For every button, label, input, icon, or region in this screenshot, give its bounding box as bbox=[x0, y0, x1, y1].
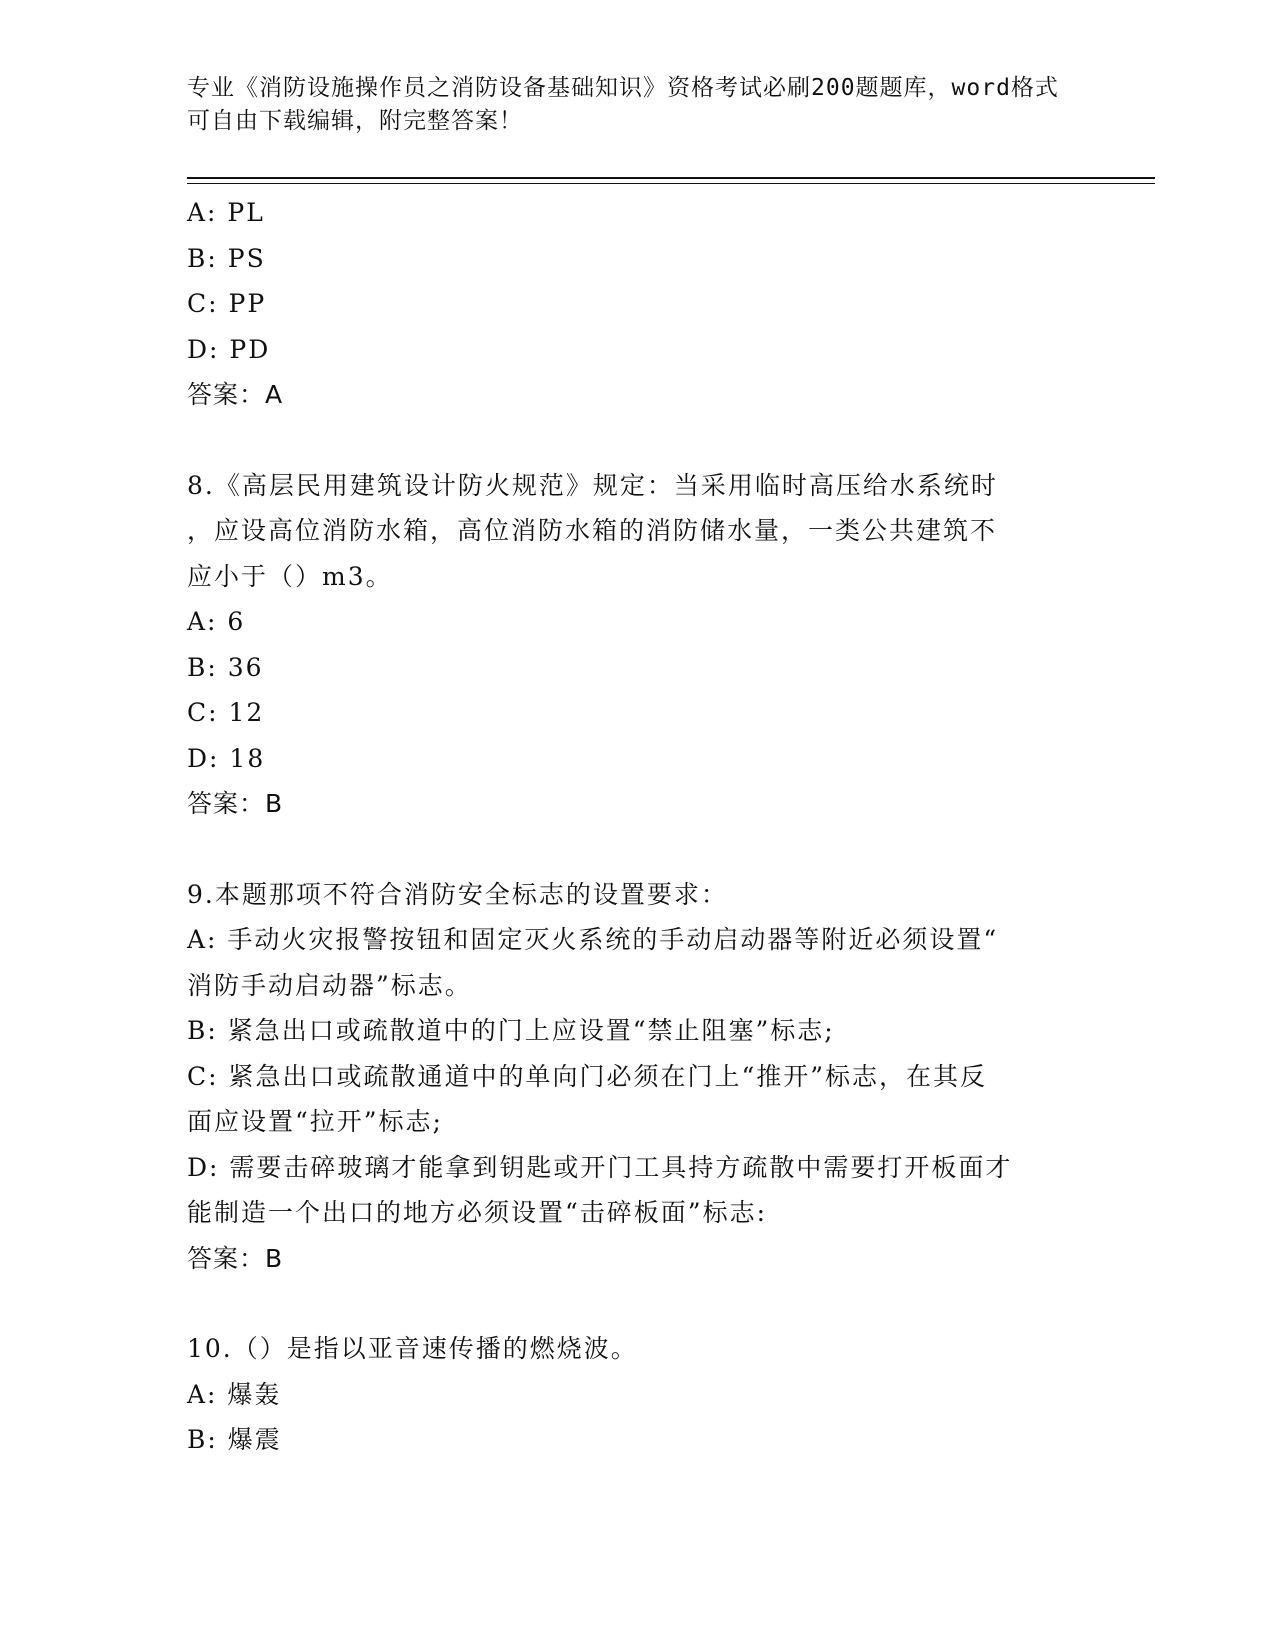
question-7 bbox=[187, 190, 1077, 418]
option-a: A: 6 bbox=[187, 607, 246, 636]
option-c: C: PP bbox=[187, 289, 267, 318]
header-rule-thick bbox=[187, 177, 1155, 179]
option-d: D: 需要击碎玻璃才能拿到钥匙或开门工具持方疏散中需要打开板面才 bbox=[187, 1152, 1013, 1182]
question-stem-line: 8.《高层民用建筑设计防火规范》规定：当采用临时高压给水系统时 bbox=[187, 470, 998, 500]
question-stem-line: 应小于（）m3。 bbox=[187, 561, 393, 591]
option-a: A: PL bbox=[187, 198, 265, 227]
option-a: A: 手动火灾报警按钮和固定灭火系统的手动启动器等附近必须设置“ bbox=[187, 925, 999, 954]
option-a: A: 爆轰 bbox=[187, 1379, 282, 1409]
option-a-continued: 消防手动启动器”标志。 bbox=[187, 970, 472, 1000]
question-8 bbox=[187, 463, 1077, 827]
header-rule-thin bbox=[187, 183, 1155, 184]
answer: 答案：A bbox=[187, 380, 284, 409]
question-10 bbox=[187, 1326, 1077, 1463]
question-stem-line: 9.本题那项不符合消防安全标志的设置要求： bbox=[187, 879, 728, 909]
question-content bbox=[187, 190, 1077, 1463]
option-c: C: 紧急出口或疏散通道中的单向门必须在门上“推开”标志，在其反 bbox=[187, 1061, 988, 1091]
option-b: B: PS bbox=[187, 243, 266, 273]
question-stem-line: ，应设高位消防水箱，高位消防水箱的消防储水量，一类公共建筑不 bbox=[187, 516, 998, 545]
question-stem-line: 10.（）是指以亚音速传播的燃烧波。 bbox=[187, 1334, 638, 1363]
option-b: B: 紧急出口或疏散道中的门上应设置“禁止阻塞”标志; bbox=[187, 1016, 835, 1045]
option-d: D: PD bbox=[187, 334, 271, 364]
question-9 bbox=[187, 872, 1077, 1282]
answer: 答案：B bbox=[187, 789, 284, 818]
document-header: 专业《消防设施操作员之消防设备基础知识》资格考试必刷200题题库，word格式可自由下载编辑，附完整答案！ bbox=[187, 75, 1059, 134]
option-b: B: 36 bbox=[187, 652, 264, 682]
answer: 答案：B bbox=[187, 1243, 284, 1273]
option-b: B: 爆震 bbox=[187, 1425, 282, 1454]
option-d: D: 18 bbox=[187, 743, 266, 773]
option-d-continued: 能制造一个出口的地方必须设置“击碎板面”标志: bbox=[187, 1198, 767, 1227]
option-c-continued: 面应设置“拉开”标志; bbox=[187, 1107, 443, 1136]
option-c: C: 12 bbox=[187, 698, 265, 727]
